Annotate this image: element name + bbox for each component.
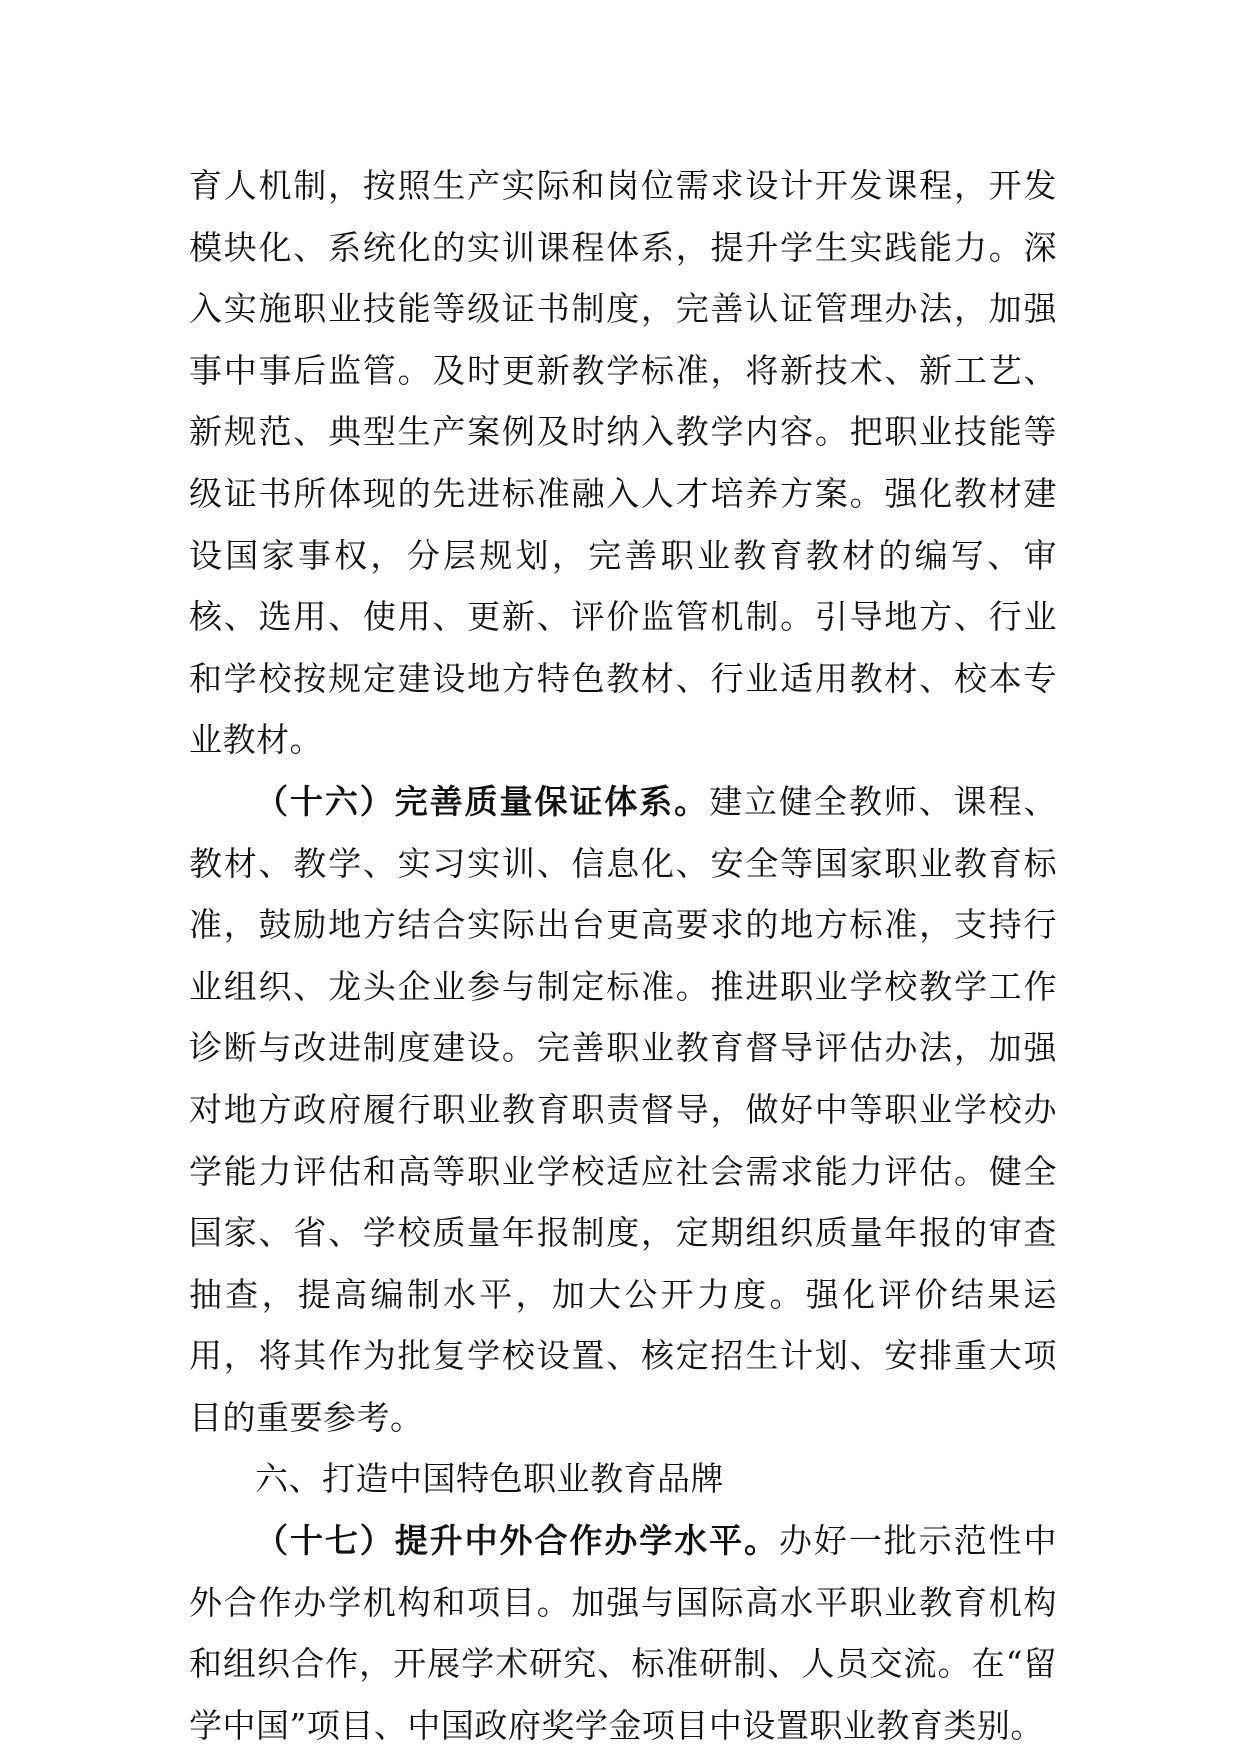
paragraph-17 [189, 1510, 1057, 1756]
section-6-heading: 六、打造中国特色职业教育品牌 [255, 1459, 724, 1499]
paragraph-16 [189, 771, 1057, 1449]
paragraph-16-body: 建立健全教师、课程、教材、教学、实习实训、信息化、安全等国家职业教育标准，鼓励地方结合实际出台更高要求的地方标准，支持行业组织、龙头企业参与制定标准。推进职业学校教学工作诊断与改进制度建设。完善职业教育督导评估办法，加强对地方政府履行职业教育职责督导，做好中等职业学校办学能力评估和高等职业学校适应社会需求能力评估。健全国家、省、学校质量年报制度，定期组织质量年报的审查抽查，提高编制水平，加大公开力度。强化评价结果运用，将其作为批复学校设置、核定招生计划、安排重大项目的重要参考。 [189, 781, 1058, 1437]
paragraph-17-title: （十七）提升中外合作办学水平。 [255, 1521, 779, 1561]
paragraph-17-body: 办好一批示范性中外合作办学机构和项目。加强与国际高水平职业教育机构和组织合作，开展学术研究、标准研制、人员交流。在“留学中国”项目、中国政府奖学金项目中设置职业教育类别。 [189, 1521, 1058, 1745]
document-body [189, 155, 1057, 1756]
paragraph-16-title: （十六）完善质量保证体系。 [255, 781, 710, 821]
paragraph-continued: 育人机制，按照生产实际和岗位需求设计开发课程，开发模块化、系统化的实训课程体系，提升学生实践能力。深入实施职业技能等级证书制度，完善认证管理办法，加强事中事后监管。及时更新教学标准，将新技术、新工艺、新规范、典型生产案例及时纳入教学内容。把职业技能等级证书所体现的先进标准融入人才培养方案。强化教材建设国家事权，分层规划，完善职业教育教材的编写、审核、选用、使用、更新、评价监管机制。引导地方、行业和学校按规定建设地方特色教材、行业适用教材、校本专业教材。 [189, 166, 1057, 760]
